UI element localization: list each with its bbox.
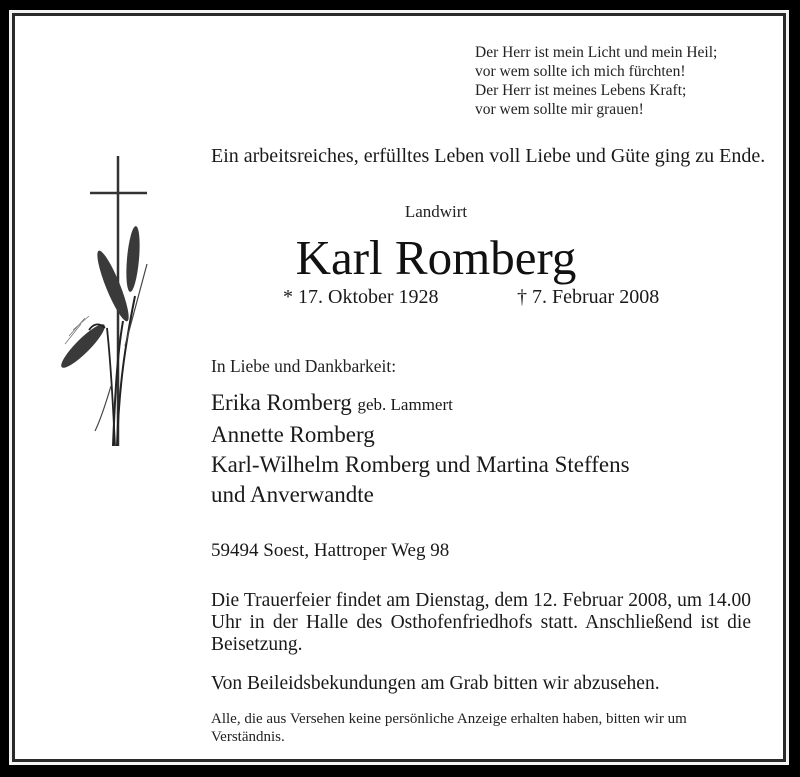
mourners-list bbox=[211, 388, 630, 510]
mourner bbox=[211, 450, 630, 480]
mourner-name: Erika Romberg bbox=[211, 390, 352, 415]
mourner bbox=[211, 480, 630, 510]
mourner-name: Annette Romberg bbox=[211, 422, 375, 447]
deceased-name: Karl Romberg bbox=[295, 230, 577, 285]
psalm-line: vor wem sollte mir grauen! bbox=[475, 101, 644, 118]
intro-text: Ein arbeitsreiches, erfülltes Leben voll Liebe und Güte ging zu Ende. bbox=[211, 145, 766, 167]
apology-note: Alle, die aus Versehen keine persönliche Anzeige erhalten haben, bitten wir um Verständnis. bbox=[211, 711, 687, 745]
outer-frame bbox=[9, 10, 789, 765]
occupation: Landwirt bbox=[404, 202, 468, 221]
mourner-suffix: geb. Lammert bbox=[357, 395, 453, 414]
mourner bbox=[211, 388, 630, 420]
mourner-name: Karl-Wilhelm Romberg und Martina Steffens bbox=[211, 452, 630, 477]
condolence-request: Von Beileidsbekundungen am Grab bitten wir abzusehen. bbox=[211, 673, 660, 694]
birth-date: * 17. Oktober 1928 bbox=[283, 286, 439, 308]
mourner-name: und Anverwandte bbox=[211, 482, 374, 507]
thanks-heading: In Liebe und Dankbarkeit: bbox=[211, 356, 397, 376]
address: 59494 Soest, Hattroper Weg 98 bbox=[211, 540, 450, 561]
obituary-notice bbox=[12, 13, 786, 762]
psalm-line: Der Herr ist mein Licht und mein Heil; bbox=[475, 44, 718, 61]
psalm-quote bbox=[475, 43, 717, 119]
psalm-line: Der Herr ist meines Lebens Kraft; bbox=[475, 82, 687, 99]
ceremony-info: Die Trauerfeier findet am Dienstag, dem 12. Februar 2008, um 14.00 Uhr in der Halle des Osthofenfriedhofs statt. Anschließend ist die Beisetzung. bbox=[211, 590, 751, 655]
psalm-line: vor wem sollte ich mich fürchten! bbox=[475, 63, 686, 80]
cross-with-wheat-icon bbox=[55, 146, 165, 456]
mourner bbox=[211, 420, 630, 450]
death-date: † 7. Februar 2008 bbox=[517, 286, 660, 308]
